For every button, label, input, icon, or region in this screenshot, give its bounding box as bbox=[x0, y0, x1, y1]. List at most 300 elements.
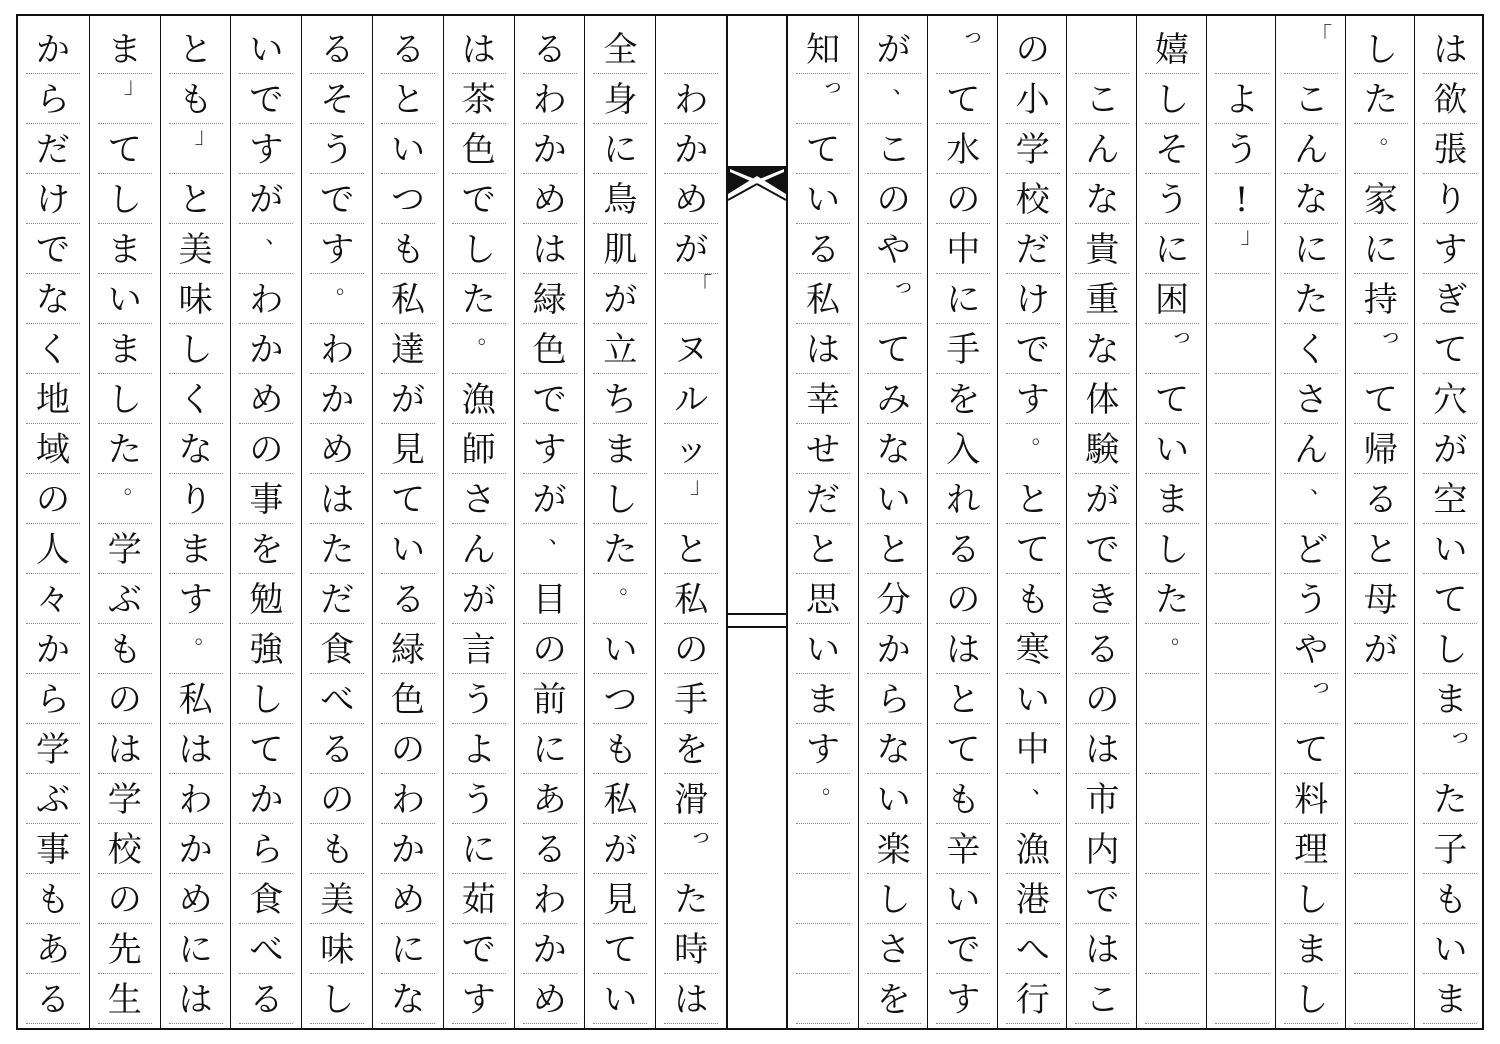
character-cell: 、 bbox=[1284, 476, 1338, 524]
character-cell: け bbox=[26, 176, 80, 224]
character-cell: と bbox=[381, 76, 435, 124]
character-cell: 、 bbox=[239, 226, 293, 274]
character-cell: 時 bbox=[664, 926, 718, 974]
character-cell: る bbox=[310, 26, 364, 74]
character-cell: 見 bbox=[593, 876, 647, 924]
character-cell: 達 bbox=[381, 326, 435, 374]
character-cell bbox=[1215, 426, 1269, 474]
manuscript-column bbox=[1136, 16, 1206, 1028]
character-cell bbox=[1145, 826, 1199, 874]
character-cell: っ bbox=[664, 826, 718, 874]
character-cell: に bbox=[523, 726, 577, 774]
character-cell bbox=[1215, 976, 1269, 1024]
character-cell: い bbox=[239, 26, 293, 74]
character-cell: の bbox=[26, 476, 80, 524]
character-cell: 料 bbox=[1284, 776, 1338, 824]
character-cell: 鳥 bbox=[593, 176, 647, 224]
character-cell: 先 bbox=[98, 926, 152, 974]
character-cell bbox=[1215, 26, 1269, 74]
manuscript-column bbox=[160, 16, 230, 1028]
character-cell: 、 bbox=[1006, 776, 1060, 824]
character-cell: る bbox=[796, 226, 850, 274]
character-cell: さ bbox=[1284, 376, 1338, 424]
character-cell: 私 bbox=[381, 276, 435, 324]
character-cell bbox=[664, 26, 718, 74]
character-cell: 食 bbox=[310, 626, 364, 674]
character-cell: な bbox=[169, 426, 223, 474]
character-cell: ん bbox=[1075, 126, 1129, 174]
character-cell: 。 bbox=[98, 476, 152, 524]
character-cell: 肌 bbox=[593, 226, 647, 274]
character-cell: 勉 bbox=[239, 576, 293, 624]
character-cell: い bbox=[593, 626, 647, 674]
character-cell: 」 bbox=[664, 476, 718, 524]
character-cell: い bbox=[593, 976, 647, 1024]
character-cell: こ bbox=[867, 126, 921, 174]
character-cell: う bbox=[310, 126, 364, 174]
character-cell: 全 bbox=[593, 26, 647, 74]
character-cell: と bbox=[1354, 526, 1408, 574]
character-cell: な bbox=[1075, 176, 1129, 224]
character-cell: 体 bbox=[1075, 376, 1129, 424]
character-cell: 母 bbox=[1354, 576, 1408, 624]
character-cell: し bbox=[1145, 76, 1199, 124]
character-cell: に bbox=[1145, 226, 1199, 274]
character-cell bbox=[1354, 776, 1408, 824]
character-cell: は bbox=[1075, 726, 1129, 774]
character-cell: 中 bbox=[936, 226, 990, 274]
character-cell: ヌ bbox=[664, 326, 718, 374]
character-cell: そ bbox=[310, 76, 364, 124]
character-cell: ら bbox=[26, 76, 80, 124]
character-cell: ま bbox=[98, 26, 152, 74]
character-cell: 、 bbox=[867, 76, 921, 124]
character-cell: し bbox=[1423, 626, 1477, 674]
character-cell: っ bbox=[796, 76, 850, 124]
character-cell: 前 bbox=[523, 676, 577, 724]
character-cell: 困 bbox=[1145, 276, 1199, 324]
character-cell: わ bbox=[523, 76, 577, 124]
character-cell: 分 bbox=[867, 576, 921, 624]
character-cell bbox=[1215, 626, 1269, 674]
character-cell: く bbox=[1284, 326, 1338, 374]
character-cell: て bbox=[593, 926, 647, 974]
character-cell: て bbox=[796, 126, 850, 174]
character-cell: 思 bbox=[796, 576, 850, 624]
character-cell: て bbox=[98, 126, 152, 174]
character-cell: で bbox=[239, 76, 293, 124]
character-cell bbox=[1215, 876, 1269, 924]
character-cell: わ bbox=[239, 276, 293, 324]
character-cell: 入 bbox=[936, 426, 990, 474]
character-cell: た bbox=[664, 876, 718, 924]
character-cell: て bbox=[1284, 726, 1338, 774]
character-cell: を bbox=[936, 376, 990, 424]
character-cell: め bbox=[523, 176, 577, 224]
character-cell: べ bbox=[239, 926, 293, 974]
character-cell: て bbox=[936, 726, 990, 774]
character-cell: 味 bbox=[169, 276, 223, 324]
character-cell: 学 bbox=[98, 526, 152, 574]
character-cell: た bbox=[593, 526, 647, 574]
character-cell: な bbox=[867, 726, 921, 774]
character-cell: ら bbox=[239, 826, 293, 874]
character-cell: て bbox=[1354, 376, 1408, 424]
character-cell: 」 bbox=[169, 126, 223, 174]
character-cell: す bbox=[1423, 226, 1477, 274]
character-cell: 味 bbox=[310, 926, 364, 974]
character-cell: も bbox=[593, 726, 647, 774]
character-cell: て bbox=[239, 726, 293, 774]
character-cell: ま bbox=[796, 676, 850, 724]
character-cell: て bbox=[381, 476, 435, 524]
character-cell: に bbox=[1354, 226, 1408, 274]
character-cell bbox=[796, 976, 850, 1024]
character-cell: と bbox=[936, 676, 990, 724]
character-cell: ま bbox=[1145, 476, 1199, 524]
character-cell: の bbox=[1006, 26, 1060, 74]
character-cell: と bbox=[169, 26, 223, 74]
character-cell: 学 bbox=[98, 776, 152, 824]
character-cell bbox=[1215, 676, 1269, 724]
character-cell: 茶 bbox=[452, 76, 506, 124]
left-page bbox=[18, 16, 726, 1028]
character-cell: だ bbox=[310, 576, 364, 624]
character-cell: の bbox=[664, 626, 718, 674]
character-cell: の bbox=[98, 876, 152, 924]
character-cell: 楽 bbox=[867, 826, 921, 874]
character-cell: つ bbox=[593, 676, 647, 724]
right-page bbox=[788, 16, 1484, 1028]
character-cell bbox=[1215, 776, 1269, 824]
manuscript-column bbox=[301, 16, 371, 1028]
character-cell: て bbox=[1145, 376, 1199, 424]
character-cell: か bbox=[26, 26, 80, 74]
manuscript-column bbox=[372, 16, 442, 1028]
character-cell: は bbox=[523, 226, 577, 274]
character-cell: ま bbox=[1423, 976, 1477, 1024]
character-cell: 目 bbox=[523, 576, 577, 624]
character-cell: し bbox=[1284, 876, 1338, 924]
character-cell: も bbox=[936, 776, 990, 824]
character-cell bbox=[1145, 726, 1199, 774]
character-cell: も bbox=[310, 826, 364, 874]
character-cell: め bbox=[381, 876, 435, 924]
manuscript-column bbox=[1275, 16, 1345, 1028]
character-cell: い bbox=[1423, 526, 1477, 574]
character-cell: か bbox=[523, 126, 577, 174]
character-cell: ん bbox=[1284, 126, 1338, 174]
manuscript-column bbox=[1066, 16, 1136, 1028]
character-cell: 張 bbox=[1423, 126, 1477, 174]
character-cell: 「 bbox=[664, 276, 718, 324]
character-cell: 茹 bbox=[452, 876, 506, 924]
character-cell: 験 bbox=[1075, 426, 1129, 474]
manuscript-column bbox=[230, 16, 300, 1028]
character-cell bbox=[796, 876, 850, 924]
character-cell: る bbox=[936, 526, 990, 574]
character-cell: は bbox=[1423, 26, 1477, 74]
character-cell: 見 bbox=[381, 426, 435, 474]
character-cell: よ bbox=[1215, 76, 1269, 124]
character-cell: 漁 bbox=[1006, 826, 1060, 874]
character-cell: ら bbox=[26, 676, 80, 724]
character-cell: 色 bbox=[523, 326, 577, 374]
character-cell: い bbox=[867, 476, 921, 524]
character-cell: い bbox=[936, 876, 990, 924]
character-cell: し bbox=[1284, 976, 1338, 1024]
character-cell: し bbox=[867, 876, 921, 924]
character-cell: う bbox=[452, 776, 506, 824]
character-cell: ど bbox=[1284, 526, 1338, 574]
character-cell: 持 bbox=[1354, 276, 1408, 324]
character-cell: 。 bbox=[1354, 126, 1408, 174]
character-cell: か bbox=[381, 826, 435, 874]
character-cell: 「 bbox=[1284, 26, 1338, 74]
character-cell: の bbox=[239, 426, 293, 474]
character-cell: 美 bbox=[169, 226, 223, 274]
character-cell: い bbox=[381, 126, 435, 174]
character-cell: 子 bbox=[1423, 826, 1477, 874]
character-cell: 市 bbox=[1075, 776, 1129, 824]
character-cell: と bbox=[664, 526, 718, 574]
character-cell: い bbox=[98, 276, 152, 324]
character-cell: め bbox=[239, 376, 293, 424]
character-cell: も bbox=[1006, 576, 1060, 624]
character-cell: う bbox=[1284, 576, 1338, 624]
character-cell: の bbox=[381, 726, 435, 774]
manuscript-column bbox=[927, 16, 997, 1028]
character-cell: あ bbox=[523, 776, 577, 824]
character-cell: る bbox=[523, 26, 577, 74]
character-cell: で bbox=[452, 926, 506, 974]
manuscript-column bbox=[514, 16, 584, 1028]
character-cell bbox=[1145, 976, 1199, 1024]
character-cell: わ bbox=[381, 776, 435, 824]
character-cell: ! bbox=[1215, 176, 1269, 224]
character-cell: 」 bbox=[98, 76, 152, 124]
character-cell: め bbox=[169, 876, 223, 924]
character-cell: っ bbox=[936, 26, 990, 74]
character-cell: い bbox=[796, 626, 850, 674]
character-cell: 人 bbox=[26, 526, 80, 574]
character-cell: い bbox=[1006, 676, 1060, 724]
character-cell: に bbox=[452, 826, 506, 874]
character-cell: い bbox=[867, 776, 921, 824]
character-cell: 。 bbox=[593, 576, 647, 624]
character-cell: 水 bbox=[936, 126, 990, 174]
character-cell: だ bbox=[796, 476, 850, 524]
character-cell: 私 bbox=[169, 676, 223, 724]
character-cell: い bbox=[1145, 426, 1199, 474]
character-cell: く bbox=[26, 326, 80, 374]
character-cell: の bbox=[98, 676, 152, 724]
character-cell bbox=[1215, 326, 1269, 374]
character-cell: も bbox=[169, 76, 223, 124]
character-cell bbox=[1354, 826, 1408, 874]
character-cell: ッ bbox=[664, 426, 718, 474]
character-cell: か bbox=[523, 926, 577, 974]
character-cell: る bbox=[1075, 626, 1129, 674]
character-cell: の bbox=[867, 176, 921, 224]
character-cell: 事 bbox=[26, 826, 80, 874]
character-cell: け bbox=[1006, 276, 1060, 324]
character-cell: 滑 bbox=[664, 776, 718, 824]
character-cell: 手 bbox=[664, 676, 718, 724]
character-cell: 色 bbox=[381, 676, 435, 724]
character-cell: の bbox=[523, 626, 577, 674]
character-cell: や bbox=[1284, 626, 1338, 674]
character-cell: 校 bbox=[1006, 176, 1060, 224]
character-cell: 。 bbox=[310, 276, 364, 324]
character-cell: く bbox=[169, 376, 223, 424]
character-cell: め bbox=[310, 426, 364, 474]
character-cell: 学 bbox=[26, 726, 80, 774]
character-cell: つ bbox=[381, 176, 435, 224]
character-cell: で bbox=[310, 176, 364, 224]
character-cell: わ bbox=[664, 76, 718, 124]
character-cell: な bbox=[26, 276, 80, 324]
character-cell: が bbox=[381, 376, 435, 424]
character-cell bbox=[1215, 926, 1269, 974]
character-cell: ま bbox=[1423, 676, 1477, 724]
character-cell: い bbox=[381, 526, 435, 574]
character-cell: 。 bbox=[452, 326, 506, 374]
character-cell: ん bbox=[1284, 426, 1338, 474]
character-cell: た bbox=[1145, 576, 1199, 624]
character-cell: 穴 bbox=[1423, 376, 1477, 424]
character-cell: 言 bbox=[452, 626, 506, 674]
character-cell: は bbox=[98, 726, 152, 774]
character-cell: と bbox=[796, 526, 850, 574]
character-cell: は bbox=[169, 726, 223, 774]
character-cell: 理 bbox=[1284, 826, 1338, 874]
manuscript-column bbox=[655, 16, 725, 1028]
character-cell: で bbox=[1006, 326, 1060, 374]
character-cell: 港 bbox=[1006, 876, 1060, 924]
gutter-divider bbox=[726, 613, 788, 615]
character-cell: ん bbox=[452, 526, 506, 574]
character-cell: る bbox=[523, 826, 577, 874]
character-cell: 生 bbox=[98, 976, 152, 1024]
character-cell bbox=[1215, 726, 1269, 774]
character-cell: が bbox=[1075, 476, 1129, 524]
character-cell: 嬉 bbox=[1145, 26, 1199, 74]
character-cell: ら bbox=[867, 676, 921, 724]
character-cell bbox=[1215, 526, 1269, 574]
character-cell: っ bbox=[1354, 326, 1408, 374]
character-cell: ぶ bbox=[98, 576, 152, 624]
character-cell: ま bbox=[593, 426, 647, 474]
character-cell: て bbox=[936, 76, 990, 124]
character-cell: 幸 bbox=[796, 376, 850, 424]
character-cell: れ bbox=[936, 476, 990, 524]
character-cell: は bbox=[1075, 926, 1129, 974]
character-cell: 辛 bbox=[936, 826, 990, 874]
character-cell: か bbox=[169, 826, 223, 874]
character-cell: た bbox=[1354, 76, 1408, 124]
character-cell: 師 bbox=[452, 426, 506, 474]
character-cell: ま bbox=[169, 526, 223, 574]
character-cell: し bbox=[452, 226, 506, 274]
character-cell: で bbox=[26, 226, 80, 274]
character-cell: 帰 bbox=[1354, 426, 1408, 474]
character-cell: ま bbox=[1284, 926, 1338, 974]
character-cell: っ bbox=[1423, 726, 1477, 774]
character-cell: て bbox=[1423, 326, 1477, 374]
character-cell bbox=[1075, 26, 1129, 74]
character-cell: し bbox=[593, 476, 647, 524]
character-cell: 寒 bbox=[1006, 626, 1060, 674]
character-cell: る bbox=[26, 976, 80, 1024]
character-cell: だ bbox=[26, 126, 80, 174]
character-cell: わ bbox=[310, 326, 364, 374]
character-cell: 強 bbox=[239, 626, 293, 674]
character-cell bbox=[1354, 876, 1408, 924]
character-cell: て bbox=[1423, 576, 1477, 624]
character-cell: る bbox=[239, 976, 293, 1024]
character-cell: 空 bbox=[1423, 476, 1477, 524]
manuscript-column bbox=[443, 16, 513, 1028]
character-cell bbox=[1145, 876, 1199, 924]
character-cell: 私 bbox=[796, 276, 850, 324]
character-cell: 緑 bbox=[523, 276, 577, 324]
character-cell bbox=[796, 826, 850, 874]
character-cell: 々 bbox=[26, 576, 80, 624]
character-cell: や bbox=[867, 226, 921, 274]
character-cell: 地 bbox=[26, 376, 80, 424]
character-cell: い bbox=[1423, 926, 1477, 974]
character-cell: こ bbox=[1075, 76, 1129, 124]
character-cell: で bbox=[1075, 526, 1129, 574]
character-cell: は bbox=[664, 976, 718, 1024]
character-cell: で bbox=[1075, 876, 1129, 924]
character-cell: す bbox=[523, 426, 577, 474]
character-cell: す bbox=[936, 976, 990, 1024]
character-cell: 中 bbox=[1006, 726, 1060, 774]
character-cell: す bbox=[239, 126, 293, 174]
character-cell: め bbox=[523, 976, 577, 1024]
character-cell: 漁 bbox=[452, 376, 506, 424]
gutter-divider bbox=[726, 626, 788, 628]
character-cell: さ bbox=[867, 926, 921, 974]
character-cell: そ bbox=[1145, 126, 1199, 174]
character-cell: す bbox=[310, 226, 364, 274]
manuscript-column bbox=[1345, 16, 1415, 1028]
character-cell bbox=[1145, 776, 1199, 824]
character-cell: さ bbox=[452, 476, 506, 524]
character-cell: が bbox=[239, 176, 293, 224]
character-cell bbox=[1354, 676, 1408, 724]
character-cell: 美 bbox=[310, 876, 364, 924]
character-cell: か bbox=[867, 626, 921, 674]
character-cell: し bbox=[310, 976, 364, 1024]
manuscript-sheet bbox=[16, 14, 1484, 1030]
character-cell: た bbox=[98, 426, 152, 474]
character-cell: 重 bbox=[1075, 276, 1129, 324]
character-cell: を bbox=[867, 976, 921, 1024]
character-cell: の bbox=[1075, 676, 1129, 724]
character-cell: ち bbox=[593, 376, 647, 424]
character-cell: 色 bbox=[452, 126, 506, 174]
character-cell: を bbox=[664, 726, 718, 774]
manuscript-column bbox=[997, 16, 1067, 1028]
manuscript-column bbox=[18, 16, 88, 1028]
character-cell: が bbox=[593, 826, 647, 874]
character-cell: あ bbox=[26, 926, 80, 974]
character-cell: の bbox=[936, 576, 990, 624]
character-cell: が bbox=[593, 276, 647, 324]
